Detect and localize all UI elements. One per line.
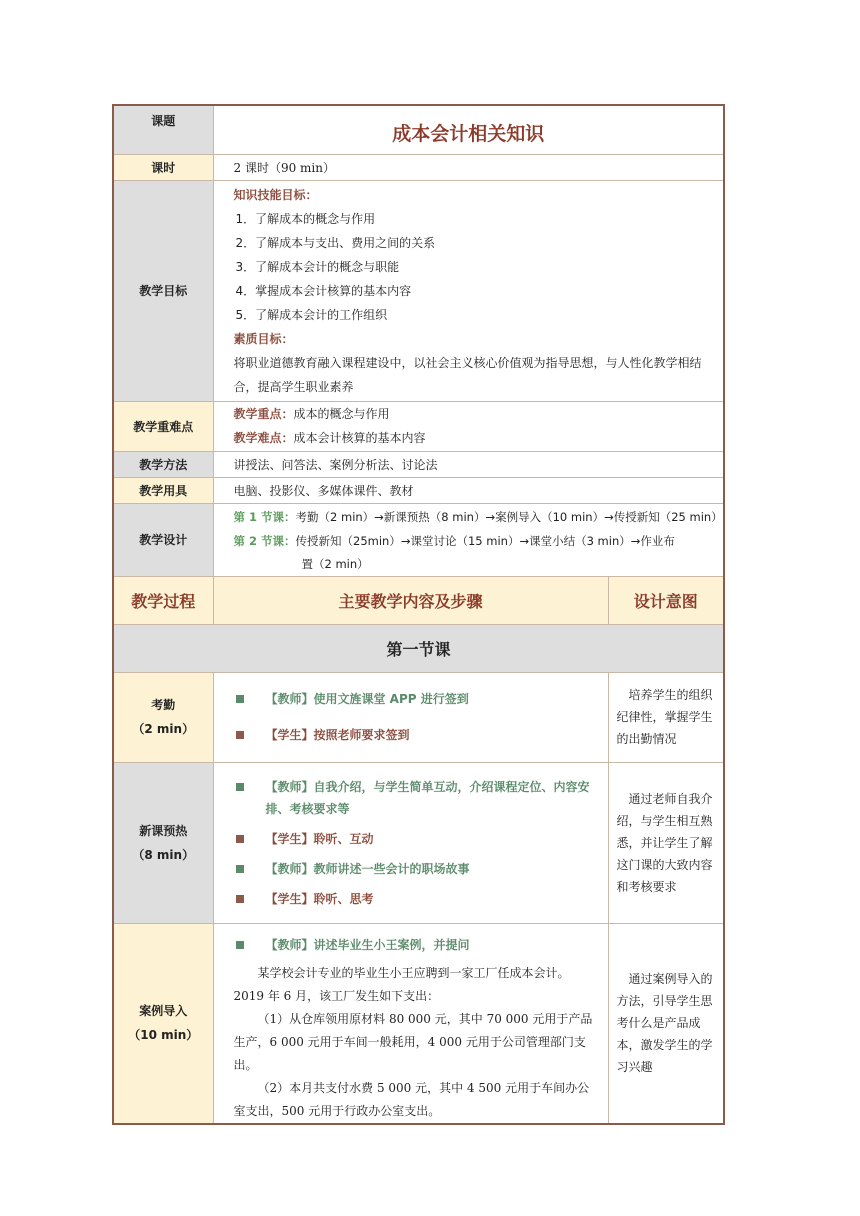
design-row	[113, 503, 724, 576]
col-content-header: 主要教学内容及步骤	[213, 576, 608, 624]
step-text: 【教师】自我介绍，与学生简单互动，介绍课程定位、内容安排、考核要求等	[265, 779, 590, 816]
goals-row	[113, 180, 724, 401]
goals-content	[213, 180, 724, 401]
design-2-text-a: 传授新知（25min）→课堂讨论（15 min）→课堂小结（3 min）→作业布	[295, 533, 675, 548]
step-item	[214, 934, 608, 956]
step-text: 【教师】教师讲述一些会计的职场故事	[265, 861, 470, 876]
case-item-1: （1）从仓库领用原材料 80 000 元，其中 70 000 元用于产品生产，6 000 元用于车间一般耗用，4 000 元用于公司管理部门支出。	[233, 1011, 593, 1072]
quality-text-content: 将职业道德教育融入课程建设中，以社会主义核心价值观为指导思想，与人性化教学相结合，提高学生职业素养	[233, 355, 702, 394]
step-text: 【学生】聆听、思考	[265, 891, 374, 906]
process-step-content	[213, 762, 608, 923]
step-time: （10 min）	[128, 1028, 199, 1042]
process-step-name	[113, 672, 213, 762]
square-bullet-icon	[236, 783, 244, 791]
step-item	[214, 724, 608, 746]
square-bullet-icon	[236, 895, 244, 903]
hours-label: 课时	[113, 154, 213, 180]
square-bullet-icon	[236, 835, 244, 843]
method-label: 教学方法	[113, 451, 213, 477]
case-item-2: （2）本月共支付水费 5 000 元，其中 4 500 元用于车间办公室支出，500 元用于行政办公室支出。	[233, 1080, 590, 1118]
title-row	[113, 105, 724, 154]
quality-heading: 素质目标：	[233, 331, 294, 346]
process-step-name	[113, 923, 213, 1124]
intent-text: 通过案例导入的方法，引导学生思考什么是产品成本，激发学生的学习兴趣	[616, 972, 713, 1074]
step-name: 考勤	[151, 698, 176, 712]
intent-text: 通过老师自我介绍，与学生相互熟悉，并让学生了解这门课的大致内容和考核要求	[616, 791, 713, 894]
design-label: 教学设计	[113, 503, 213, 576]
case-intro: 某学校会计专业的毕业生小王应聘到一家工厂任成本会计。2019 年 6 月，该工厂发生如下支出：	[233, 965, 570, 1003]
process-step-intent	[608, 762, 724, 923]
keypoints-content	[213, 401, 724, 451]
knowledge-item: 4．掌握成本会计核算的基本内容	[235, 283, 412, 298]
knowledge-item: 2．了解成本与支出、费用之间的关系	[235, 235, 436, 250]
square-bullet-icon	[236, 695, 244, 703]
goals-label: 教学目标	[113, 180, 213, 401]
intent-text: 培养学生的组织纪律性，掌握学生的出勤情况	[616, 688, 713, 746]
quality-text	[214, 351, 714, 399]
step-item	[214, 888, 608, 910]
design-1-text: 考勤（2 min）→新课预热（8 min）→案例导入（10 min）→传授新知（25 min）	[295, 509, 723, 524]
step-name: 案例导入	[139, 1004, 188, 1018]
tools-value: 电脑、投影仪、多媒体课件、教材	[213, 477, 724, 503]
tools-row	[113, 477, 724, 503]
step-time: （2 min）	[132, 722, 195, 736]
section-row	[113, 624, 724, 672]
key-text: 成本的概念与作用	[293, 407, 390, 421]
knowledge-item: 1．了解成本的概念与作用	[235, 211, 376, 226]
step-item	[214, 776, 608, 820]
process-row	[113, 762, 724, 923]
difficult-label: 教学难点：	[233, 431, 294, 445]
step-text: 【学生】按照老师要求签到	[265, 728, 410, 742]
design-1-label: 第 1 节课：	[233, 509, 296, 524]
knowledge-item: 3．了解成本会计的概念与职能	[235, 259, 400, 274]
step-text: 【教师】讲述毕业生小王案例，并提问	[265, 937, 470, 952]
step-text: 【学生】聆听、互动	[265, 831, 374, 846]
method-value: 讲授法、问答法、案例分析法、讨论法	[213, 451, 724, 477]
step-name: 新课预热	[139, 823, 188, 838]
keypoints-label: 教学重难点	[113, 401, 213, 451]
process-header-row	[113, 576, 724, 624]
knowledge-heading: 知识技能目标：	[233, 187, 318, 202]
col-process-header: 教学过程	[113, 576, 213, 624]
knowledge-item: 5．了解成本会计的工作组织	[235, 307, 388, 322]
method-row	[113, 451, 724, 477]
keypoints-row	[113, 401, 724, 451]
process-row	[113, 923, 724, 1124]
process-row	[113, 672, 724, 762]
process-step-content	[213, 923, 608, 1124]
square-bullet-icon	[236, 941, 244, 949]
step-item	[214, 688, 608, 710]
design-content	[213, 503, 724, 576]
square-bullet-icon	[236, 865, 244, 873]
key-label: 教学重点：	[233, 407, 294, 421]
process-step-intent	[608, 923, 724, 1124]
section-title: 第一节课	[113, 624, 724, 672]
title-label: 课题	[113, 105, 213, 154]
process-step-name	[113, 762, 213, 923]
step-text: 【教师】使用文旌课堂 APP 进行签到	[265, 692, 469, 706]
lesson-title: 成本会计相关知识	[213, 105, 724, 154]
hours-row	[113, 154, 724, 180]
lesson-plan-table	[112, 104, 725, 1125]
square-bullet-icon	[236, 731, 244, 739]
hours-value: 2 课时（90 min）	[213, 154, 724, 180]
tools-label: 教学用具	[113, 477, 213, 503]
step-item	[214, 858, 608, 880]
step-item	[214, 828, 608, 850]
lesson-plan	[112, 104, 723, 1125]
difficult-text: 成本会计核算的基本内容	[293, 431, 426, 445]
design-2-text-b: 置（2 min）	[301, 556, 369, 571]
process-step-content	[213, 672, 608, 762]
design-2-label: 第 2 节课：	[233, 533, 296, 548]
process-step-intent	[608, 672, 724, 762]
col-intent-header: 设计意图	[608, 576, 724, 624]
step-time: （8 min）	[132, 847, 195, 862]
